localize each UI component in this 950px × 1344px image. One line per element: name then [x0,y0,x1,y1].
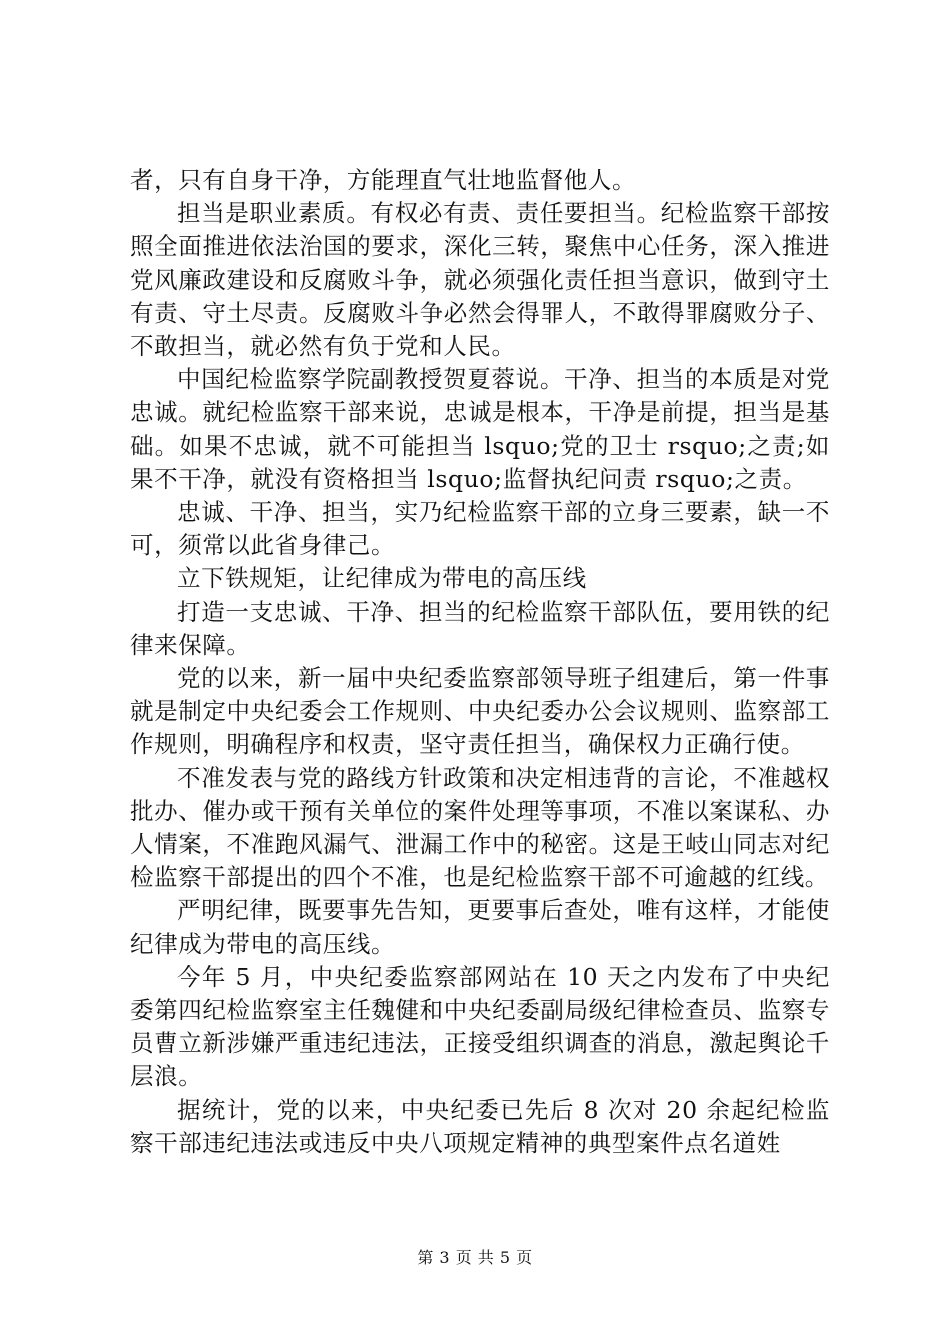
paragraph-9: 严明纪律，既要事先告知，更要事后查处，唯有这样，才能使纪律成为带电的高压线。 [130,896,830,958]
paragraph-6: 打造一支忠诚、干净、担当的纪检监察干部队伍，要用铁的纪律来保障。 [130,597,830,659]
paragraph-1: 者，只有自身干净，方能理直气壮地监督他人。 [130,166,637,194]
paragraph-4: 忠诚、干净、担当，实乃纪检监察干部的立身三要素，缺一不可，须常以此省身律己。 [130,498,830,560]
paragraph-2: 担当是职业素质。有权必有责、责任要担当。纪检监察干部按照全面推进依法治国的要求，深化三转，聚焦中心任务，深入推进党风廉政建设和反腐败斗争，就必须强化责任担当意识，做到守土有责、守土尽责。反腐败斗争必然会得罪人，不敢得罪腐败分子、不敢担当，就必然有负于党和人民。 [130,199,830,361]
paragraph-11: 据统计，党的以来，中央纪委已先后 8 次对 20 余起纪检监察干部违纪违法或违反中央八项规定精神的典型案件点名道姓 [130,1095,830,1157]
paragraph-7: 党的以来，新一届中央纪委监察部领导班子组建后，第一件事就是制定中央纪委会工作规则、中央纪委办公会议规则、监察部工作规则，明确程序和权责，坚守责任担当，确保权力正确行使。 [130,664,830,759]
page-number-footer: 第 3 页 共 5 页 [417,1248,533,1267]
paragraph-10: 今年 5 月，中央纪委监察部网站在 10 天之内发布了中央纪委第四纪检监察室主任魏健和中央纪委副局级纪律检查员、监察专员曹立新涉嫌严重违纪违法，正接受组织调查的消息，激起舆论千层浪。 [130,962,830,1091]
section-heading: 立下铁规矩，让纪律成为带电的高压线 [177,564,587,593]
document-body [130,164,830,1160]
paragraph-3: 中国纪检监察学院副教授贺夏蓉说。干净、担当的本质是对党忠诚。就纪检监察干部来说，忠诚是根本，干净是前提，担当是基础。如果不忠诚，就不可能担当 lsquo;党的卫士 rsquo;之责;如果不干净，就没有资格担当 lsquo;监督执纪问责 rsquo;之责。 [130,365,830,493]
paragraph-8: 不准发表与党的路线方针政策和决定相违背的言论，不准越权批办、催办或干预有关单位的案件处理等事项，不准以案谋私、办人情案，不准跑风漏气、泄漏工作中的秘密。这是王岐山同志对纪检监察干部提出的四个不准，也是纪检监察干部不可逾越的红线。 [130,763,830,892]
